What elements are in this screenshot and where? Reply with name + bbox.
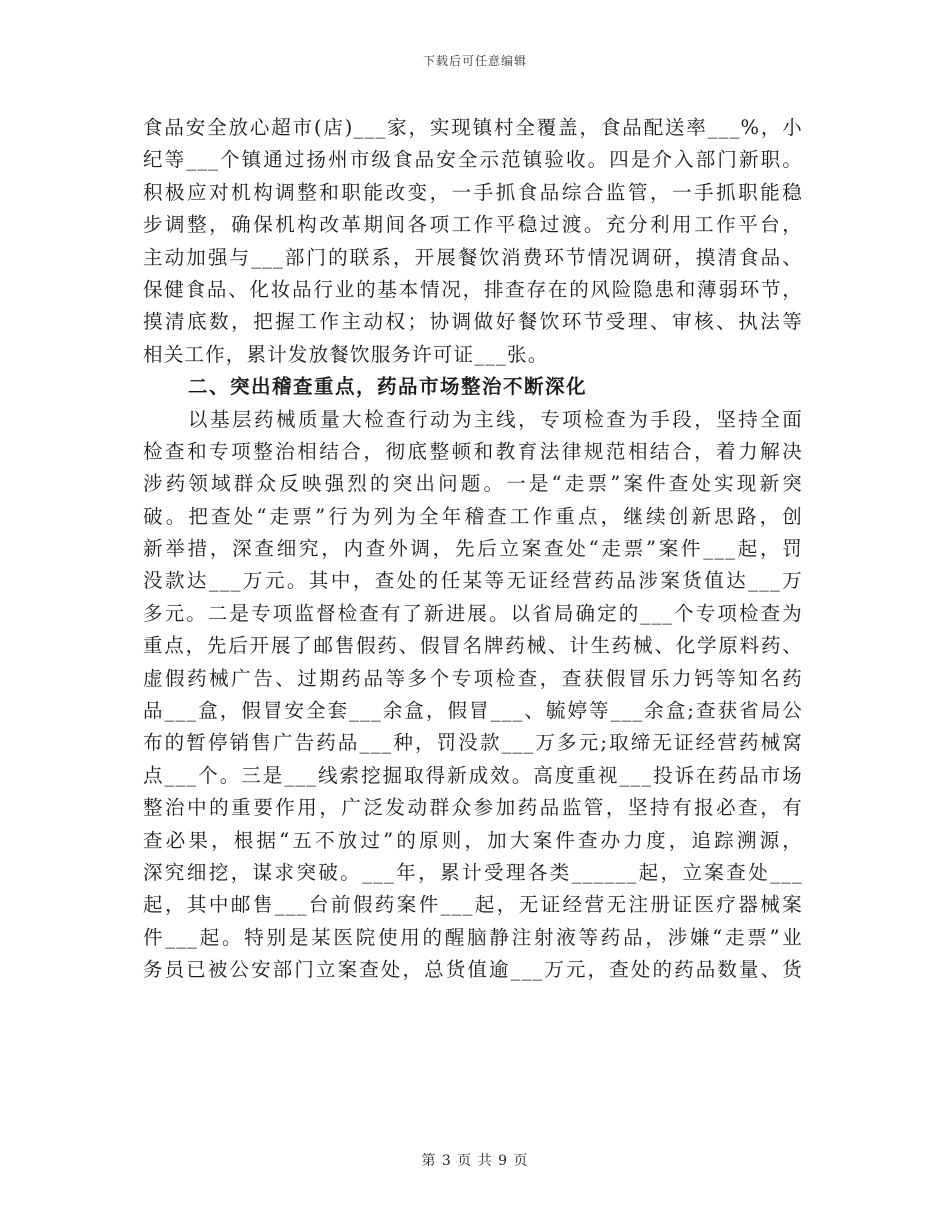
text-line: 件___起。特别是某医院使用的醒脑静注射液等药品，涉嫌“走票”业: [143, 925, 803, 949]
text-line: 没款达___万元。其中，查处的任某等无证经营药品涉案货值达___万: [143, 569, 803, 593]
text-line: 深究细挖，谋求突破。___年，累计受理各类______起，立案查处___: [143, 860, 803, 884]
text-line: 虚假药械广告、过期药品等多个专项检查，查获假冒乐力钙等知名药: [143, 666, 803, 690]
text-line: 整治中的重要作用，广泛发动群众参加药品监管，坚持有报必查，有: [143, 796, 803, 820]
text-line: 涉药领域群众反映强烈的突出问题。一是“走票”案件查处实现新突: [143, 472, 803, 496]
document-body: [143, 112, 803, 987]
section-heading: 二、突出稽查重点，药品市场整治不断深化: [188, 375, 588, 399]
text-line: 以基层药械质量大检查行动为主线，专项检查为手段，坚持全面: [188, 407, 803, 431]
text-line: 起，其中邮售___台前假药案件___起，无证经营无注册证医疗器械案: [143, 893, 803, 917]
text-line: 积极应对机构调整和职能改变，一手抓食品综合监管，一手抓职能稳: [143, 180, 803, 204]
text-line: 食品安全放心超市(店)___家，实现镇村全覆盖，食品配送率___%，小: [143, 116, 803, 139]
text-line: 点___个。三是___线索挖掘取得新成效。高度重视___投诉在药品市场: [143, 763, 803, 787]
text-line: 新举措，深查细究，内查外调，先后立案查处“走票”案件___起，罚: [143, 537, 803, 561]
text-line: 破。把查处“走票”行为列为全年稽查工作重点，继续创新思路，创: [143, 504, 803, 528]
text-line: 检查和专项整治相结合，彻底整顿和教育法律规范相结合，着力解决: [143, 439, 803, 463]
text-line: 查必果，根据“五不放过”的原则，加大案件查办力度，追踪溯源，: [143, 828, 803, 852]
text-line: 主动加强与___部门的联系，开展餐饮消费环节情况调研，摸清食品、: [143, 245, 803, 269]
text-line: 纪等___个镇通过扬州市级食品安全示范镇验收。四是介入部门新职。: [143, 148, 803, 172]
page-header: 下载后可任意编辑: [422, 54, 527, 68]
text-line: 步调整，确保机构改革期间各项工作平稳过渡。充分利用工作平台，: [143, 213, 803, 237]
text-line: 重点，先后开展了邮售假药、假冒名牌药械、计生药械、化学原料药、: [143, 634, 803, 658]
text-line: 品___盒，假冒安全套___余盒，假冒___、毓婷等___余盒;查获省局公: [143, 699, 803, 723]
text-line: 相关工作，累计发放餐饮服务许可证___张。: [143, 342, 549, 366]
text-line: 保健食品、化妆品行业的基本情况，排查存在的风险隐患和薄弱环节，: [143, 277, 803, 301]
text-line: 摸清底数，把握工作主动权；协调做好餐饮环节受理、审核、执法等: [143, 310, 803, 334]
page-footer: 第 3 页 共 9 页: [421, 1153, 529, 1169]
text-line: 布的暂停销售广告药品___种，罚没款___万多元;取缔无证经营药械窝: [143, 731, 803, 755]
text-line: 多元。二是专项监督检查有了新进展。以省局确定的___个专项检查为: [143, 601, 803, 625]
text-line: 务员已被公安部门立案查处，总货值逾___万元，查处的药品数量、货: [143, 958, 803, 982]
